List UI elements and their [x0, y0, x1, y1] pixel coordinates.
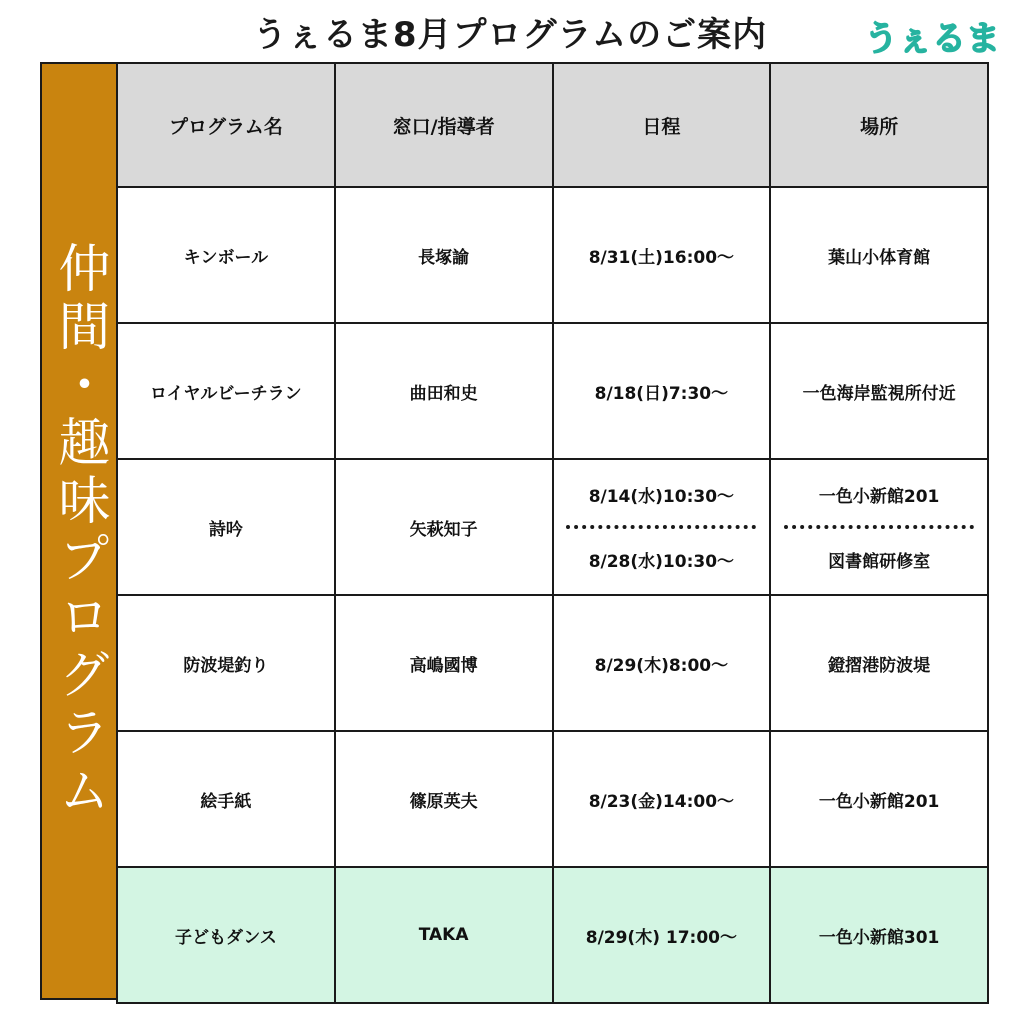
table-header-row [117, 63, 988, 187]
header-leader: 窓口/指導者 [335, 63, 553, 187]
header-place: 場所 [770, 63, 988, 187]
program-schedule-table [116, 62, 989, 1004]
program-name: 防波堤釣り [117, 595, 335, 731]
schedule-date: 8/23(金)14:00～ [553, 731, 771, 867]
schedule-date: 8/14(水)10:30～ [588, 487, 735, 507]
program-name: 詩吟 [117, 459, 335, 595]
place: 鐙摺港防波堤 [770, 595, 988, 731]
place: 葉山小体育館 [770, 187, 988, 323]
logo-graphic [864, 14, 1000, 59]
dotted-divider [784, 525, 974, 529]
schedule-date: 8/31(土)16:00～ [553, 187, 771, 323]
table-row [117, 731, 988, 867]
program-name: 子どもダンス [117, 867, 335, 1003]
leader-name: 矢萩知子 [335, 459, 553, 595]
table-row [117, 323, 988, 459]
leader-name: 長塚諭 [335, 187, 553, 323]
table-row [117, 595, 988, 731]
schedule-date: 8/29(木) 17:00～ [553, 867, 771, 1003]
welma-logo [864, 14, 1000, 59]
table-row [117, 187, 988, 323]
table-row [117, 459, 988, 595]
logo-text: うぇるま [864, 19, 1000, 59]
schedule-date: 8/28(水)10:30～ [588, 552, 735, 572]
leader-name: 高嶋國博 [335, 595, 553, 731]
place: 一色小新館201 [818, 487, 940, 507]
place: 一色小新館301 [770, 867, 988, 1003]
schedule-date-cell [553, 459, 771, 595]
schedule-date: 8/29(木)8:00～ [553, 595, 771, 731]
place: 一色小新館201 [770, 731, 988, 867]
leader-name: TAKA [335, 867, 553, 1003]
program-name: 絵手紙 [117, 731, 335, 867]
program-name: ロイヤルビーチラン [117, 323, 335, 459]
place: 図書館研修室 [828, 552, 931, 572]
page-title: うぇるま8月プログラムのご案内 [252, 15, 768, 55]
category-sidebar [40, 62, 118, 1000]
leader-name: 篠原英夫 [335, 731, 553, 867]
table-row-highlighted [117, 867, 988, 1003]
header-date: 日程 [553, 63, 771, 187]
leader-name: 曲田和史 [335, 323, 553, 459]
schedule-date: 8/18(日)7:30～ [553, 323, 771, 459]
place: 一色海岸監視所付近 [770, 323, 988, 459]
program-name: キンボール [117, 187, 335, 323]
place-cell [770, 459, 988, 595]
dotted-divider [566, 525, 756, 529]
category-label: 仲間・趣味プログラム [49, 241, 109, 821]
header-program-name: プログラム名 [117, 63, 335, 187]
